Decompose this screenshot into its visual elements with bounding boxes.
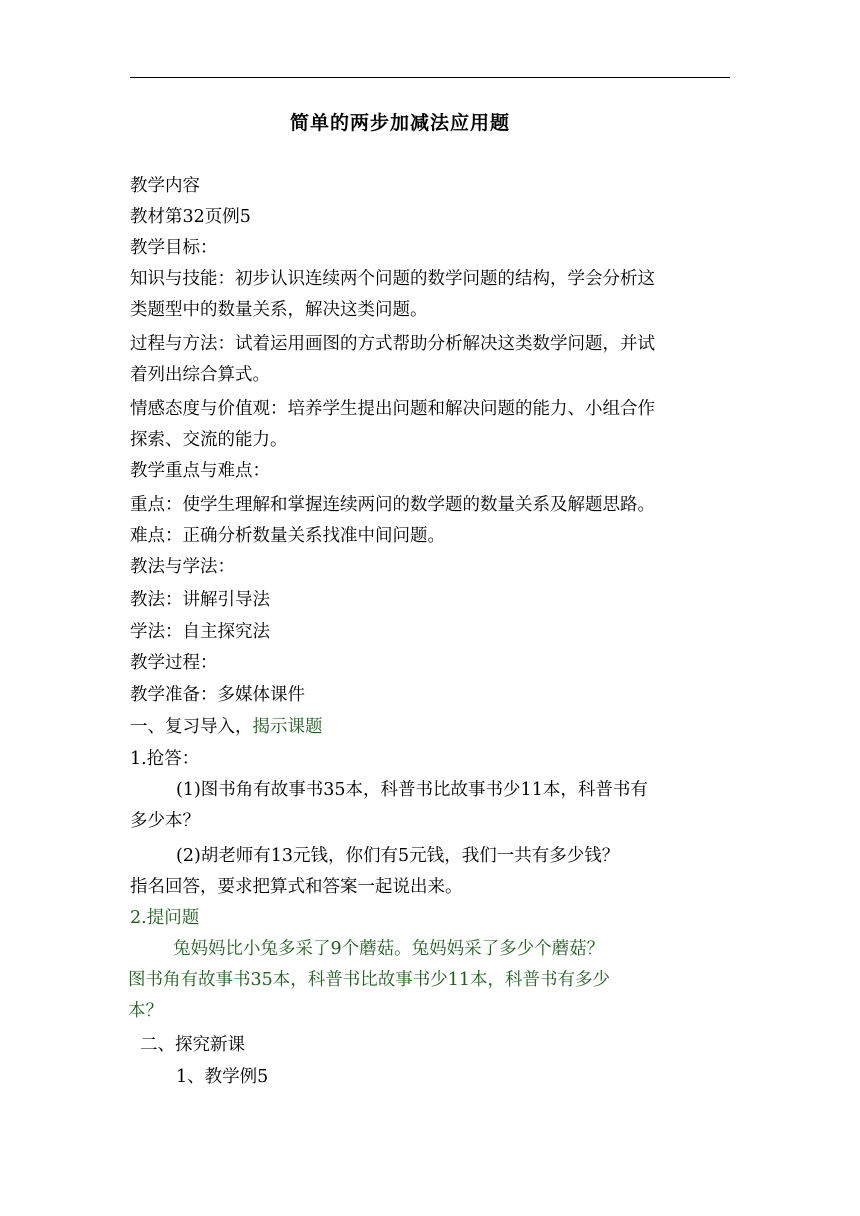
part-two-heading: 二、探究新课 — [140, 1035, 245, 1055]
question-one: (1)图书角有故事书35本，科普书比故事书少11本，科普书有 — [176, 780, 648, 800]
book-problem: 图书角有故事书35本，科普书比故事书少11本，科普书有多少 — [128, 970, 611, 990]
quick-answer-label: 1.抢答： — [130, 749, 200, 769]
question-two: (2)胡老师有13元钱，你们有5元钱，我们一共有多少钱？ — [176, 846, 620, 866]
question-one-cont: 多少本？ — [130, 811, 200, 831]
section-heading-keypoints: 教学重点与难点： — [130, 461, 270, 481]
section-heading-content: 教学内容 — [130, 176, 200, 196]
goal-attitude-cont: 探索、交流的能力。 — [130, 430, 288, 450]
section-heading-process: 教学过程： — [130, 653, 218, 673]
teaching-method: 教法：讲解引导法 — [130, 590, 270, 610]
example-five-heading: 1、教学例5 — [176, 1067, 269, 1087]
textbook-reference: 教材第32页例5 — [130, 207, 251, 227]
goal-attitude: 情感态度与价值观：培养学生提出问题和解决问题的能力、小组合作 — [130, 399, 655, 419]
goal-knowledge-cont: 类题型中的数量关系，解决这类问题。 — [130, 300, 428, 320]
keypoint-difficulty: 难点：正确分析数量关系找准中间问题。 — [130, 526, 445, 546]
header-rule — [130, 77, 730, 78]
goal-process: 过程与方法：试着运用画图的方式帮助分析解决这类数学问题，并试 — [130, 334, 655, 354]
section-heading-goals: 教学目标： — [130, 238, 218, 258]
document-title: 简单的两步加减法应用题 — [289, 112, 510, 134]
teaching-preparation: 教学准备：多媒体课件 — [130, 685, 305, 705]
rabbit-problem: 兔妈妈比小兔多采了9个蘑菇。兔妈妈采了多少个蘑菇？ — [173, 939, 605, 959]
goal-knowledge: 知识与技能：初步认识连续两个问题的数学问题的结构，学会分析这 — [130, 269, 655, 289]
section-heading-methods: 教法与学法： — [130, 557, 235, 577]
part-one-highlight: 揭示课题 — [252, 717, 323, 737]
keypoint-focus: 重点：使学生理解和掌握连续两问的数学题的数量关系及解题思路。 — [130, 495, 655, 515]
ask-question-label: 2.提问题 — [130, 908, 200, 928]
book-problem-cont: 本？ — [128, 1001, 163, 1021]
part-one-label: 一、复习导入， — [130, 717, 253, 737]
answer-instruction: 指名回答，要求把算式和答案一起说出来。 — [130, 877, 463, 897]
part-one-heading — [130, 716, 323, 738]
learning-method: 学法：自主探究法 — [130, 622, 270, 642]
goal-process-cont: 着列出综合算式。 — [130, 365, 270, 385]
